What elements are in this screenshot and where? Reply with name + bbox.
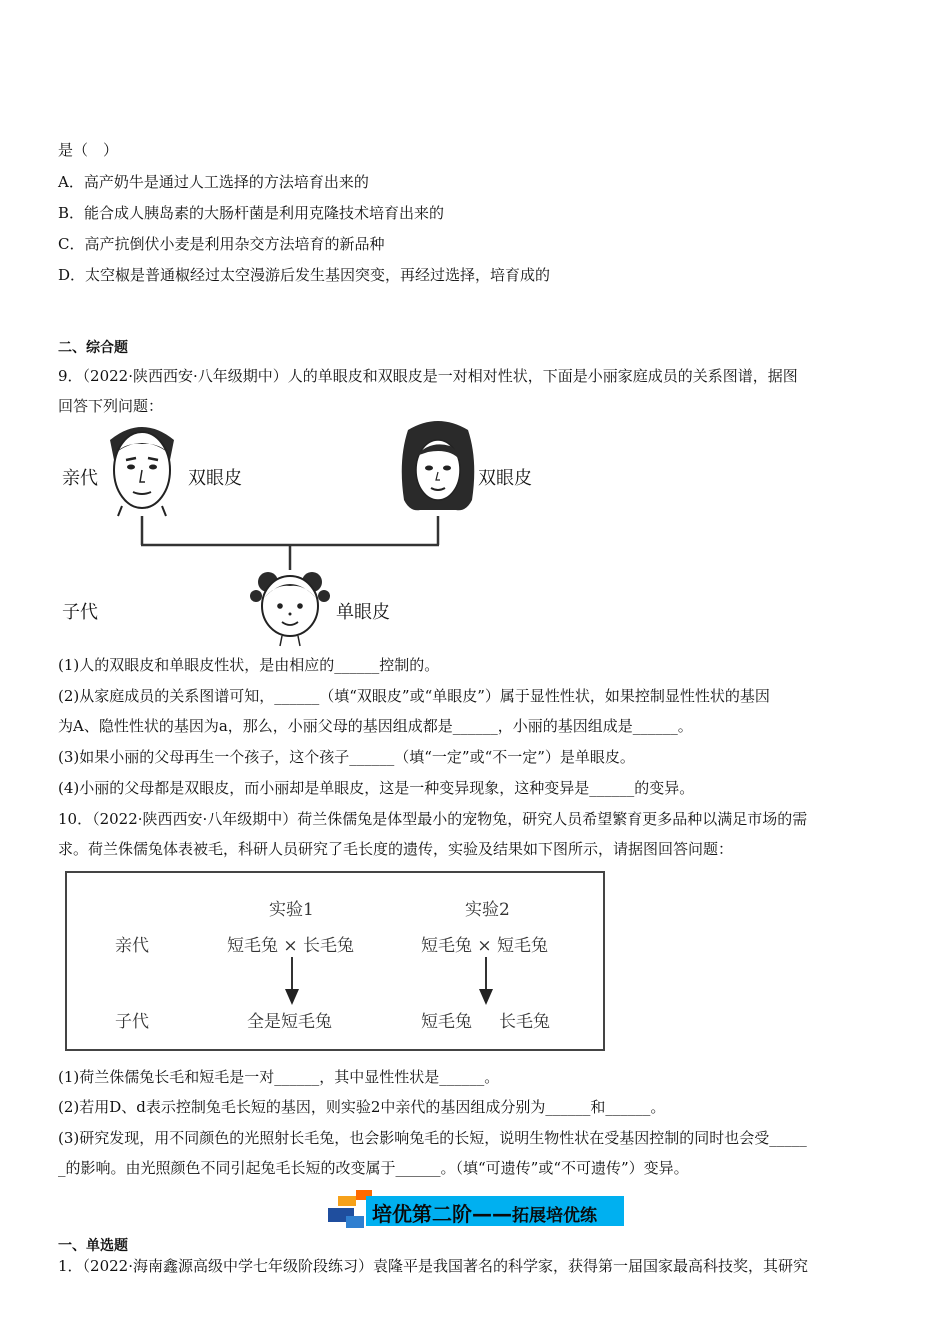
banner-deco-block: [346, 1216, 364, 1228]
q9-stem-line2: 回答下列问题：: [58, 397, 164, 415]
q10-sub1: (1)荷兰侏儒兔长毛和短毛是一对______，其中显性性状是______。: [58, 1068, 500, 1086]
q10-stem-line2: 求。荷兰侏儒兔体表被毛，科研人员研究了毛长度的遗传，实验及结果如下图所示，请据图回答问题：: [58, 840, 734, 858]
q9-sub2-line2: 为A、隐性性状的基因为a，那么，小丽父母的基因组成都是______，小丽的基因组成是______。: [58, 717, 693, 735]
q9-sub3: (3)如果小丽的父母再生一个孩子，这个孩子______（填“一定”或“不一定”）是单眼皮。: [58, 748, 635, 766]
exp2-arrow: [479, 957, 493, 1005]
exp1-cross: 短毛兔 × 长毛兔: [227, 936, 355, 956]
banner-deco-block: [338, 1196, 356, 1206]
father-portrait: [110, 427, 174, 516]
exp1-result: 全是短毛兔: [247, 1012, 332, 1032]
q8-stem-tail: 是（ ）: [58, 141, 119, 159]
q10-sub2: (2)若用D、d表示控制兔毛长短的基因，则实验2中亲代的基因组成分别为______和______。: [58, 1098, 666, 1116]
mother-portrait: [402, 421, 475, 510]
exp-child-label: 子代: [115, 1012, 149, 1032]
q10-sub3-line1: (3)研究发现，用不同颜色的光照射长毛兔，也会影响兔毛的长短，说明生物性状在受基因控制的同时也会受_____: [58, 1129, 807, 1147]
exp2-title: 实验2: [465, 900, 510, 920]
child-portrait: [250, 572, 330, 646]
q9-sub2-line1: (2)从家庭成员的关系图谱可知，______（填“双眼皮”或“单眼皮”）属于显性性状，如果控制显性性状的基因: [58, 687, 770, 705]
q8-option-b: B．能合成人胰岛素的大肠杆菌是利用克隆技术培育出来的: [58, 204, 445, 222]
q8-option-a: A．高产奶牛是通过人工选择的方法培育出来的: [58, 173, 369, 191]
q10-stem-line1: 10．（2022·陕西西安·八年级期中）荷兰侏儒兔是体型最小的宠物兔，研究人员希望繁育更多品种以满足市场的需: [58, 810, 808, 828]
exp2-result-long: 长毛兔: [499, 1012, 550, 1032]
stage-banner: [328, 1190, 624, 1228]
banner-title: [372, 1198, 597, 1227]
q10-sub3-line2: _的影响。由光照颜色不同引起兔毛长短的改变属于______。（填“可遗传”或“不可遗传”）变异。: [58, 1159, 689, 1177]
exp1-title: 实验1: [269, 900, 314, 920]
section-title-comprehensive: 二、综合题: [58, 340, 128, 356]
pedigree-figure: [58, 420, 578, 648]
q9-sub1: (1)人的双眼皮和单眼皮性状，是由相应的______控制的。: [58, 656, 440, 674]
q8-option-c: C．高产抗倒伏小麦是利用杂交方法培育的新品种: [58, 235, 385, 253]
q8-option-d: D．太空椒是普通椒经过太空漫游后发生基因突变，再经过选择，培育成的: [58, 266, 551, 284]
pedigree-lines: [58, 420, 578, 648]
section-title-single-choice: 一、单选题: [58, 1238, 128, 1254]
q1-stem-line1: 1．（2022·海南鑫源高级中学七年级阶段练习）袁隆平是我国著名的科学家，获得第一届国家最高科技奖，其研究: [58, 1257, 808, 1275]
pedigree-child-label: 子代: [62, 602, 98, 623]
mother-trait-label: 双眼皮: [478, 468, 532, 489]
father-trait-label: 双眼皮: [188, 468, 242, 489]
banner-main: 培优第二阶——: [372, 1202, 512, 1226]
child-trait-label: 单眼皮: [336, 602, 390, 623]
banner-sub: 拓展培优练: [512, 1206, 597, 1226]
pedigree-parent-label: 亲代: [62, 468, 98, 489]
q9-stem-line1: 9．（2022·陕西西安·八年级期中）人的单眼皮和双眼皮是一对相对性状，下面是小丽家庭成员的关系图谱，据图: [58, 367, 798, 385]
exp1-arrow: [285, 957, 299, 1005]
exp2-result-short: 短毛兔: [421, 1012, 472, 1032]
q9-sub4: (4)小丽的父母都是双眼皮，而小丽却是单眼皮，这是一种变异现象，这种变异是______的变异。: [58, 779, 695, 797]
experiment-figure: [65, 871, 605, 1051]
exp2-cross: 短毛兔 × 短毛兔: [421, 936, 549, 956]
exp-parent-label: 亲代: [115, 936, 149, 956]
